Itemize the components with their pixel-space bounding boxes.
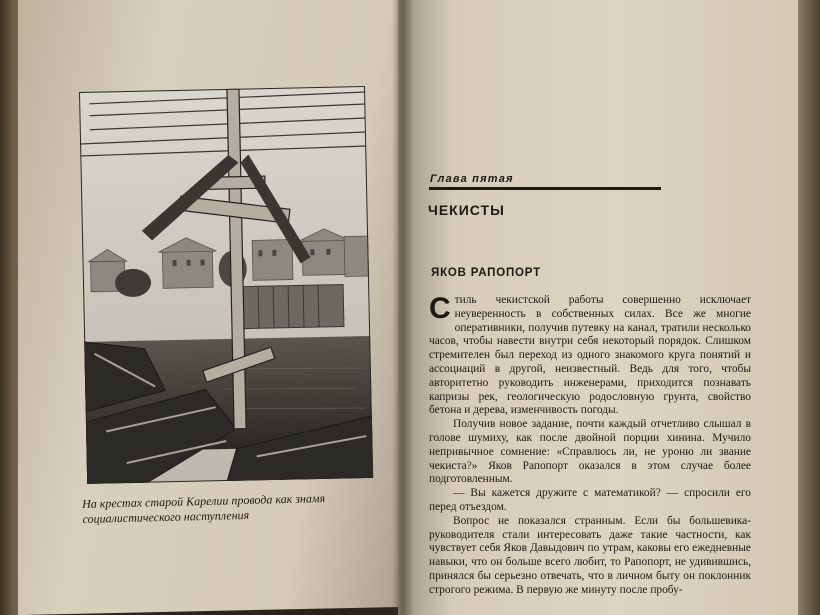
paragraph-1-text: тиль чекистской работы совершенно исключает неуверенность в собственных силах. Все же многие оперативники, получив путевку на канал, тратили несколько часов, чтобы навести внутри себя некоторый порядок. Слишком стремителен был переход из одного знакомого круга понятий и ассоциаций в другой, неизвестный. Ведь для того, чтобы авторитетно руководить инженерами, приходится познавать капризы рек, геологическую родословную грунта, свойство бетона и дерева, изменчивость погоды. [429,294,751,417]
chapter-title: ЧЕКИСТЫ [428,202,505,218]
paragraph-2: Получив новое задание, почти каждый отчетливо слышал в голове шумиху, как после двойной порции хинина. Мучило непривычное сомнение: «Справлюсь ли, не уроню ли звание чекиста?» Яков Рапопорт оказался в этом случае более подготовленным. [429,418,751,486]
photo-caption: На крестах старой Карелии провода как знамя социалистического наступления [82,491,326,526]
chapter-label: Глава пятая [430,173,514,185]
chapter-rule [429,187,661,190]
paragraph-4: Вопрос не показался странным. Если бы большевика-руководителя стали интересовать даже такие частности, как чувствует себя Яков Давыдович по утрам, каковы его ежедневные навыки, что он больше всего любит, то Рапопорт, не удивившись, принялся бы серьезно отвечать, что в личном быту он поклонник строгого режима. В первую же минуту после пробу- [429,514,751,596]
paragraph-3: — Вы кажется дружите с математикой? — спросили его перед отъездом. [429,487,751,513]
book-gutter [392,0,414,615]
drop-cap: С [429,292,451,325]
section-title: ЯКОВ РАПОПОРТ [431,267,541,279]
wooden-cross-photograph [79,86,373,484]
body-text [429,294,751,598]
paragraph-1 [429,294,751,418]
